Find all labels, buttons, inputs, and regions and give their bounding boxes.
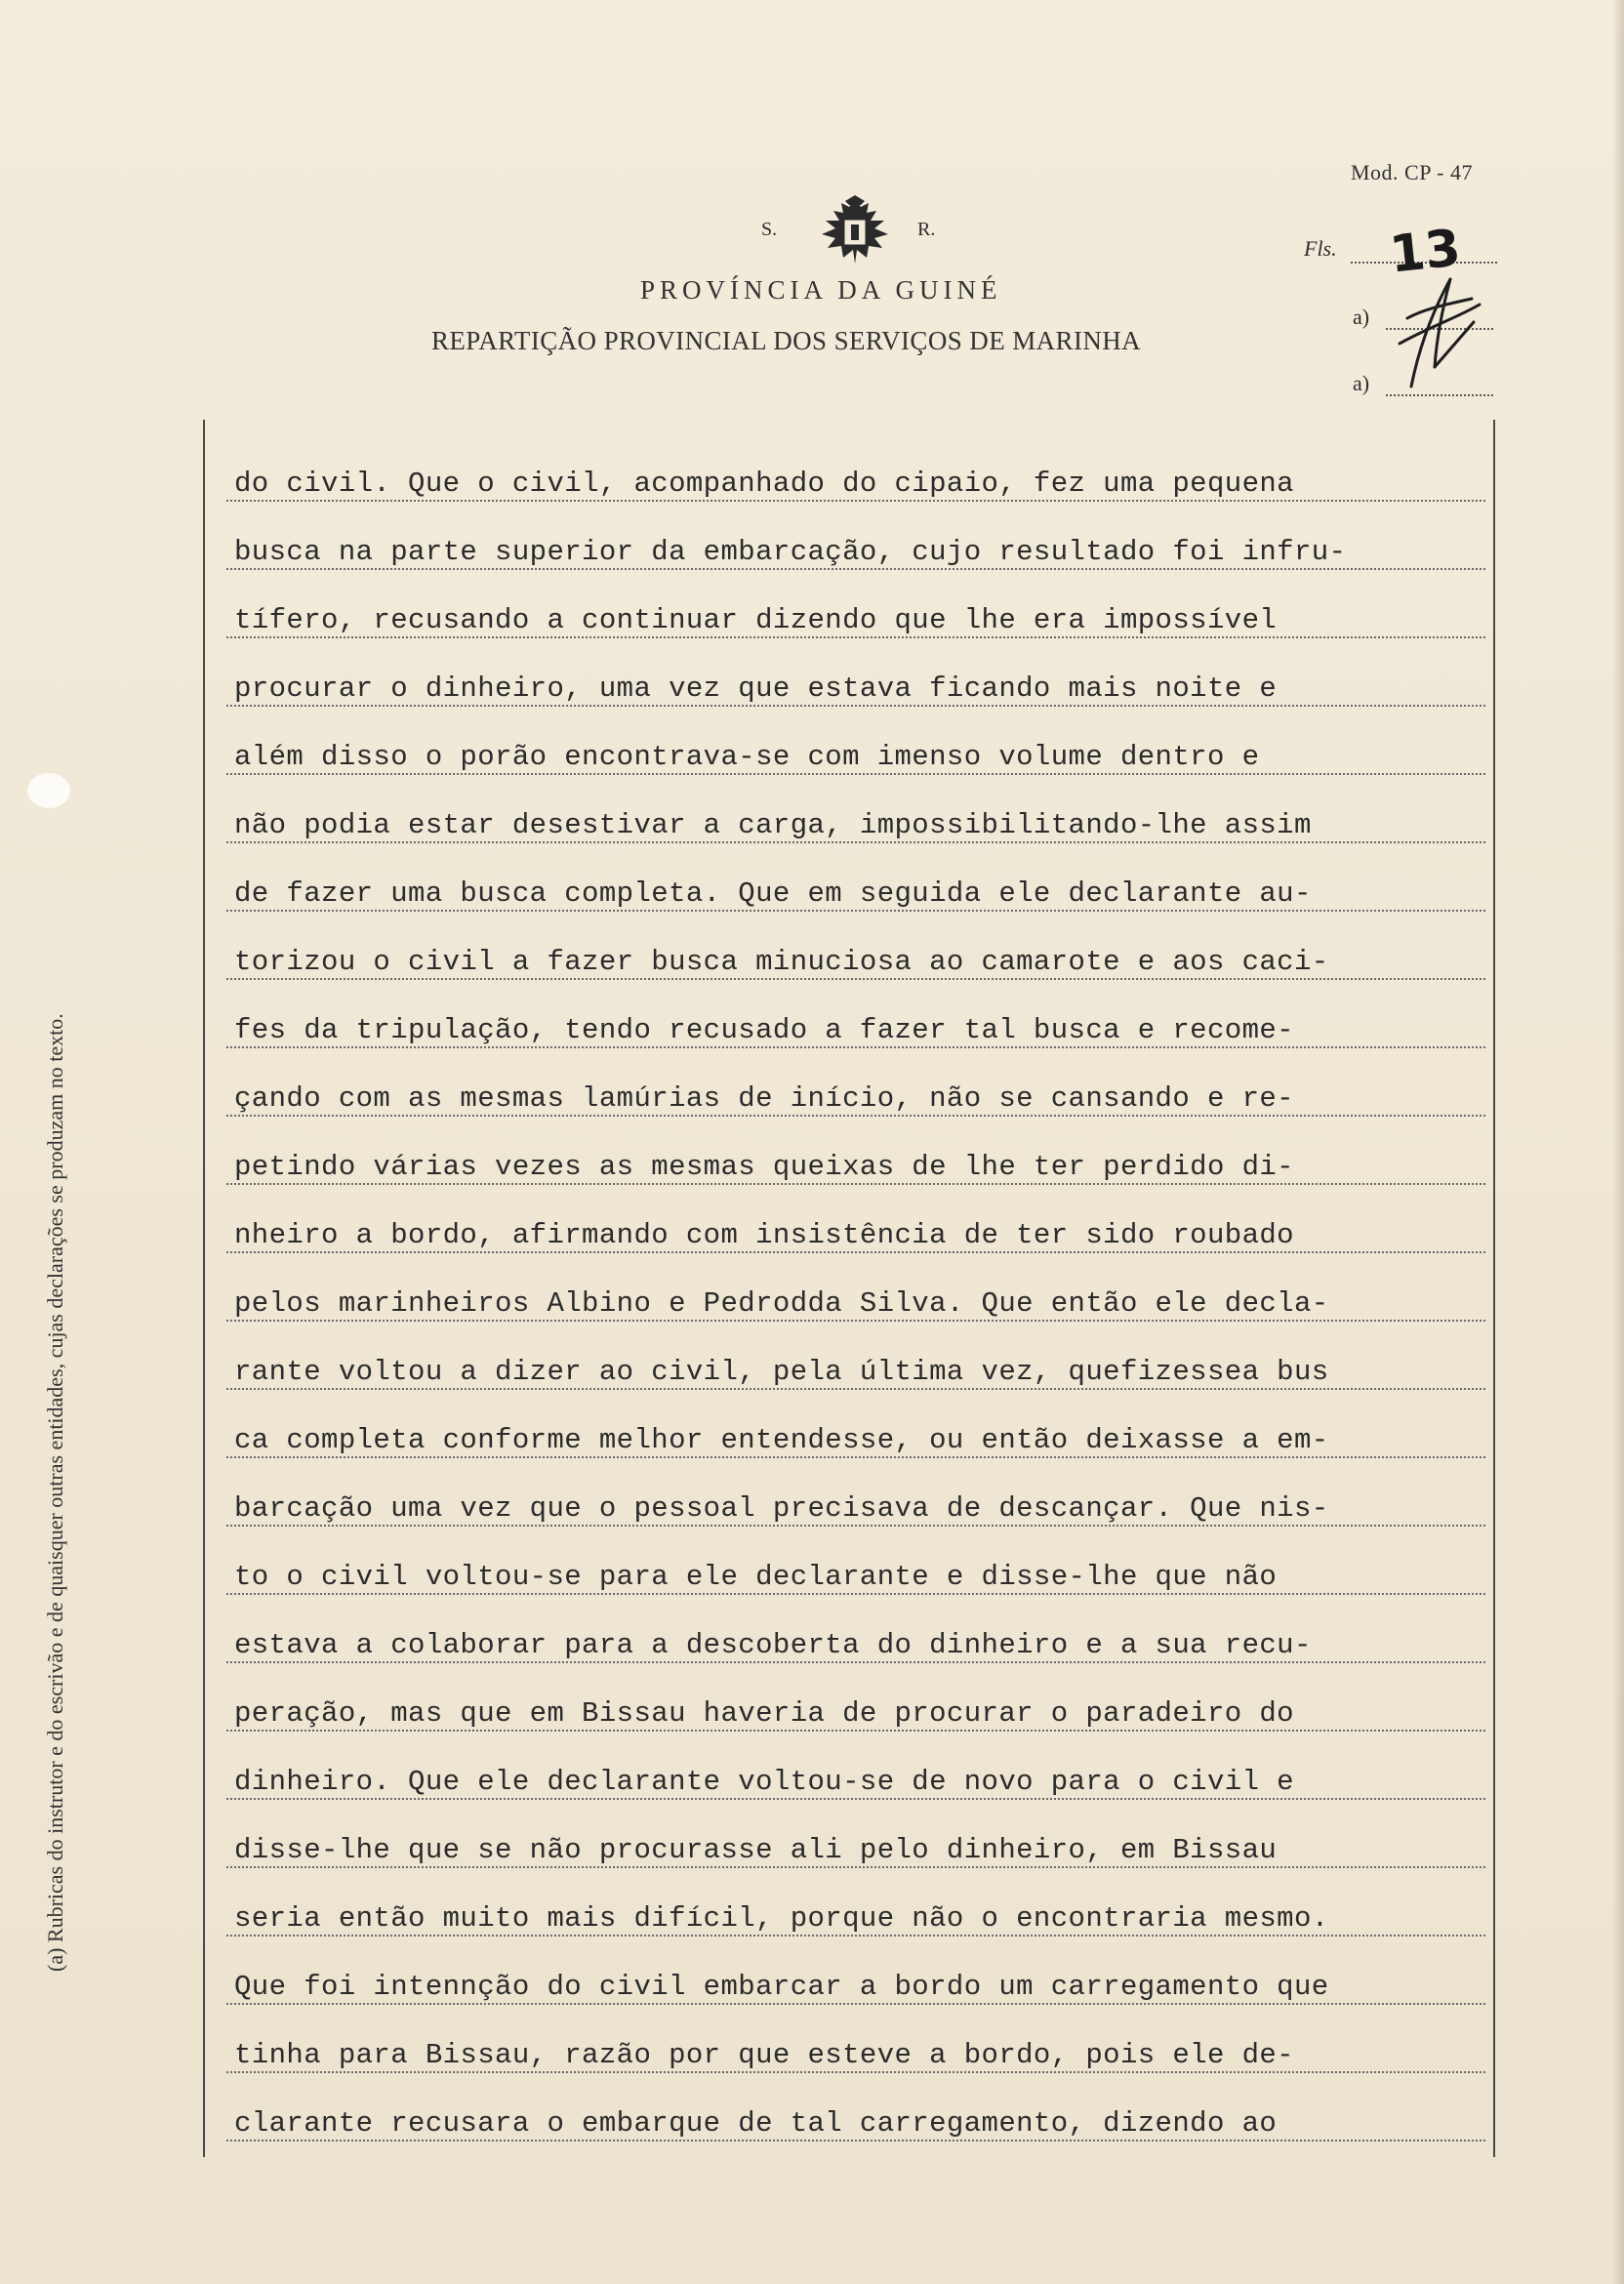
text-line bbox=[226, 1130, 1485, 1199]
dotted-rule bbox=[226, 1388, 1485, 1390]
text-line-content: de fazer uma busca completa. Que em seguida ele declarante au- bbox=[234, 877, 1312, 910]
text-line bbox=[226, 1677, 1485, 1745]
dotted-rule bbox=[226, 2140, 1485, 2141]
dotted-rule bbox=[226, 568, 1485, 570]
rubric-label-1: a) bbox=[1353, 305, 1370, 329]
text-line-content: nheiro a bordo, afirmando com insistência de ter sido roubado bbox=[234, 1219, 1294, 1251]
text-line-content: Que foi intennção do civil embarcar a bordo um carregamento que bbox=[234, 1971, 1329, 2003]
dotted-rule bbox=[226, 636, 1485, 638]
dotted-rule bbox=[226, 1046, 1485, 1048]
model-code: Mod. CP - 47 bbox=[1351, 160, 1473, 184]
folio-number: 13 bbox=[1387, 219, 1464, 285]
dotted-rule bbox=[226, 1798, 1485, 1800]
text-line bbox=[226, 857, 1485, 925]
text-line-content: busca na parte superior da embarcação, cujo resultado foi infru- bbox=[234, 536, 1347, 568]
text-line-content: to o civil voltou-se para ele declarante e disse-lhe que não bbox=[234, 1561, 1278, 1593]
text-line-content: além disso o porão encontrava-se com imenso volume dentro e bbox=[234, 741, 1260, 773]
text-line-content: estava a colaborar para a descoberta do dinheiro e a sua recu- bbox=[234, 1629, 1312, 1661]
text-line bbox=[226, 1745, 1485, 1814]
dotted-rule bbox=[226, 1866, 1485, 1868]
text-line-content: rante voltou a dizer ao civil, pela última vez, quefizessea bus bbox=[234, 1356, 1329, 1388]
department-title: REPARTIÇÃO PROVINCIAL DOS SERVIÇOS DE MARINHA bbox=[431, 326, 1142, 355]
crest-header bbox=[761, 195, 956, 273]
text-line-content: seria então muito mais difícil, porque não o encontraria mesmo. bbox=[234, 1902, 1329, 1935]
text-line-content: tinha para Bissau, razão por que esteve a bordo, pois ele de- bbox=[234, 2039, 1294, 2071]
text-line bbox=[226, 1540, 1485, 1609]
text-line bbox=[226, 1472, 1485, 1540]
dotted-rule bbox=[226, 1320, 1485, 1322]
dotted-rule bbox=[226, 1251, 1485, 1253]
dotted-rule bbox=[226, 2071, 1485, 2073]
text-line-content: ca completa conforme melhor entendesse, ou então deixasse a em- bbox=[234, 1424, 1329, 1456]
text-line-content: barcação uma vez que o pessoal precisava de descançar. Que nis- bbox=[234, 1492, 1329, 1525]
typed-text-body bbox=[226, 447, 1485, 2155]
text-line bbox=[226, 1199, 1485, 1267]
text-line-content: procurar o dinheiro, uma vez que estava ficando mais noite e bbox=[234, 673, 1278, 705]
text-line bbox=[226, 515, 1485, 584]
handwritten-signature bbox=[1378, 260, 1485, 396]
text-line-content: não podia estar desestivar a carga, impossibilitando-lhe assim bbox=[234, 809, 1312, 841]
page-edge-shadow bbox=[1612, 0, 1624, 2284]
text-line-content: torizou o civil a fazer busca minuciosa ao camarote e aos caci- bbox=[234, 946, 1329, 978]
dotted-rule bbox=[226, 841, 1485, 843]
text-line-content: çando com as mesmas lamúrias de início, não se cansando e re- bbox=[234, 1082, 1294, 1115]
text-line bbox=[226, 447, 1485, 515]
text-line bbox=[226, 925, 1485, 994]
text-line-content: peração, mas que em Bissau haveria de procurar o paradeiro do bbox=[234, 1697, 1294, 1730]
text-line bbox=[226, 720, 1485, 789]
text-line-content: pelos marinheiros Albino e Pedrodda Silva. Que então ele decla- bbox=[234, 1287, 1329, 1320]
text-line bbox=[226, 1950, 1485, 2019]
dotted-rule bbox=[226, 978, 1485, 980]
text-line bbox=[226, 2019, 1485, 2087]
dotted-rule bbox=[226, 773, 1485, 775]
dotted-rule bbox=[226, 1593, 1485, 1595]
text-line bbox=[226, 994, 1485, 1062]
dotted-rule bbox=[226, 1525, 1485, 1527]
text-line bbox=[226, 1814, 1485, 1882]
text-line bbox=[226, 1267, 1485, 1335]
coat-of-arms-icon bbox=[806, 195, 904, 269]
dotted-rule bbox=[226, 1935, 1485, 1937]
text-line bbox=[226, 652, 1485, 720]
dotted-rule bbox=[226, 1183, 1485, 1185]
dotted-rule bbox=[226, 1661, 1485, 1663]
province-title: PROVÍNCIA DA GUINÉ bbox=[640, 275, 1002, 305]
dotted-rule bbox=[226, 1115, 1485, 1117]
dotted-rule bbox=[226, 500, 1485, 502]
text-line-content: fes da tripulação, tendo recusado a fazer tal busca e recome- bbox=[234, 1014, 1294, 1046]
text-line-content: do civil. Que o civil, acompanhado do cipaio, fez uma pequena bbox=[234, 468, 1294, 500]
text-line bbox=[226, 789, 1485, 857]
text-line bbox=[226, 2087, 1485, 2155]
text-line bbox=[226, 1062, 1485, 1130]
margin-note: (a) Rubricas do instrutor e do escrivão e de quaisquer outras entidades, cujas declarações se produzam no texto. bbox=[43, 1013, 67, 1972]
text-line bbox=[226, 1404, 1485, 1472]
text-line bbox=[226, 1335, 1485, 1404]
text-line-content: dinheiro. Que ele declarante voltou-se de novo para o civil e bbox=[234, 1766, 1294, 1798]
crest-right-letter: R. bbox=[917, 219, 936, 240]
dotted-rule bbox=[226, 705, 1485, 707]
crest-left-letter: S. bbox=[761, 219, 778, 240]
dotted-rule bbox=[226, 910, 1485, 912]
text-line bbox=[226, 584, 1485, 652]
rubric-label-2: a) bbox=[1353, 371, 1370, 395]
text-line bbox=[226, 1609, 1485, 1677]
dotted-rule bbox=[226, 1456, 1485, 1458]
text-line bbox=[226, 1882, 1485, 1950]
dotted-rule bbox=[226, 2003, 1485, 2005]
text-line-content: tífero, recusando a continuar dizendo que lhe era impossível bbox=[234, 604, 1278, 636]
folio-label: Fls. bbox=[1304, 236, 1337, 261]
text-line-content: petindo várias vezes as mesmas queixas de lhe ter perdido di- bbox=[234, 1151, 1294, 1183]
text-line-content: disse-lhe que se não procurasse ali pelo dinheiro, em Bissau bbox=[234, 1834, 1278, 1866]
frame-right-border bbox=[1493, 420, 1495, 2157]
dotted-rule bbox=[226, 1730, 1485, 1732]
text-line-content: clarante recusara o embarque de tal carregamento, dizendo ao bbox=[234, 2107, 1278, 2140]
frame-left-border bbox=[203, 420, 205, 2157]
